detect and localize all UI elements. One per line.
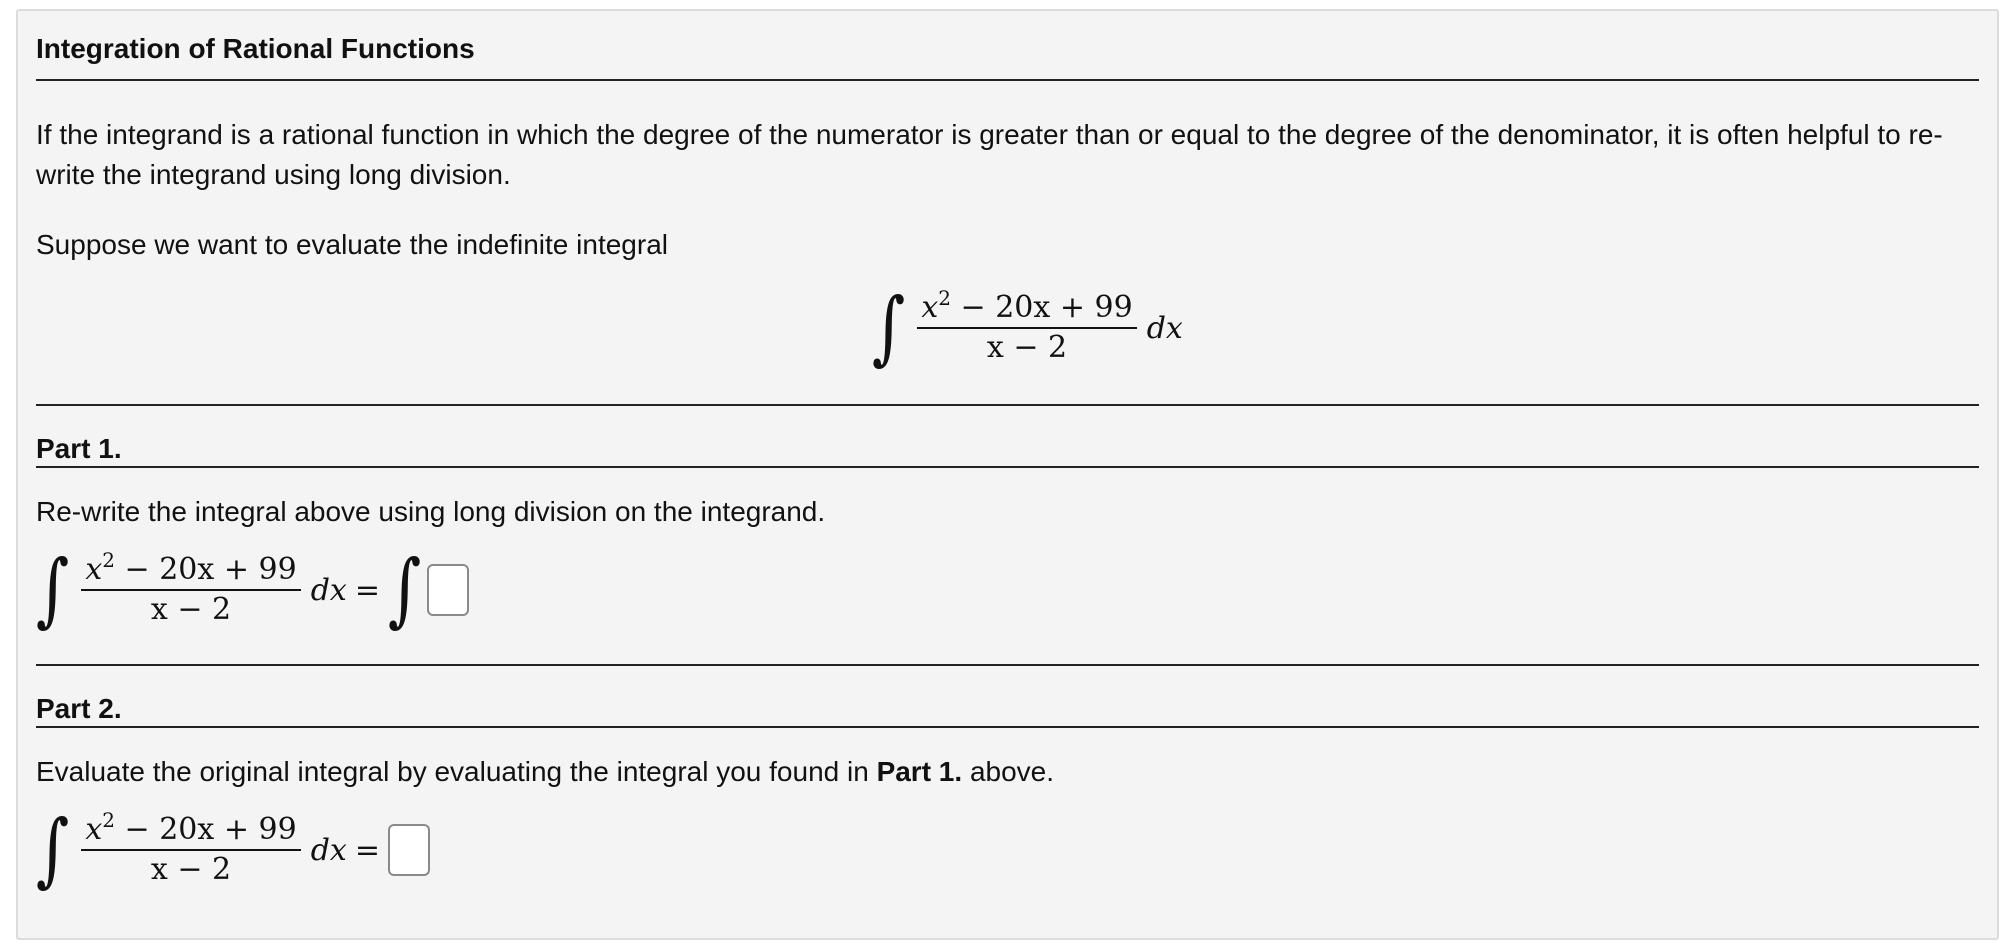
part2-equation bbox=[36, 803, 430, 897]
differential: dx bbox=[310, 572, 347, 608]
differential: dx bbox=[310, 832, 347, 868]
integral-sign: ∫ bbox=[36, 543, 70, 637]
numerator: $x^2 - 20x + 99$ bbox=[921, 286, 1133, 325]
part1-divider bbox=[36, 466, 1979, 468]
integral-sign: ∫ bbox=[872, 281, 906, 375]
main-integral bbox=[872, 281, 1183, 375]
denominator: x − 2 bbox=[150, 852, 232, 887]
problem-content bbox=[36, 11, 1979, 938]
differential: dx bbox=[1146, 310, 1183, 346]
title-divider bbox=[36, 79, 1979, 81]
problem-title: Integration of Rational Functions bbox=[36, 33, 475, 64]
part2-divider bbox=[36, 726, 1979, 728]
integral-sign: ∫ bbox=[36, 803, 70, 897]
integral-sign: ∫ bbox=[387, 543, 422, 637]
part1-answer-input[interactable] bbox=[427, 564, 469, 616]
part1-equation bbox=[36, 543, 469, 637]
problem-card bbox=[16, 9, 1999, 940]
part2-instruction: Evaluate the original integral by evaluating the integral you found in Part 1. above. bbox=[36, 756, 1055, 787]
equals-sign: = bbox=[354, 832, 380, 868]
part1-instruction: Re-write the integral above using long division on the integrand. bbox=[36, 496, 826, 527]
part2-answer-input[interactable] bbox=[388, 824, 430, 876]
integrand-fraction bbox=[81, 548, 300, 629]
part2-heading: Part 2. bbox=[36, 693, 122, 724]
equals-sign: = bbox=[354, 572, 380, 608]
denominator: x − 2 bbox=[986, 330, 1068, 365]
section-divider bbox=[36, 404, 1979, 406]
part1-heading: Part 1. bbox=[36, 433, 122, 464]
denominator: x − 2 bbox=[150, 592, 232, 627]
integrand-fraction bbox=[81, 808, 300, 889]
section-divider bbox=[36, 664, 1979, 666]
numerator: $x^2 - 20x + 99$ bbox=[85, 548, 297, 587]
numerator: $x^2 - 20x + 99$ bbox=[85, 808, 297, 847]
intro-question: Suppose we want to evaluate the indefinite integral bbox=[36, 229, 668, 260]
intro-paragraph: If the integrand is a rational function in which the degree of the numerator is greater than or equal to the degree of the denominator, it is often helpful to re-write the integrand using long division. bbox=[36, 119, 1943, 190]
integrand-fraction bbox=[917, 286, 1136, 367]
